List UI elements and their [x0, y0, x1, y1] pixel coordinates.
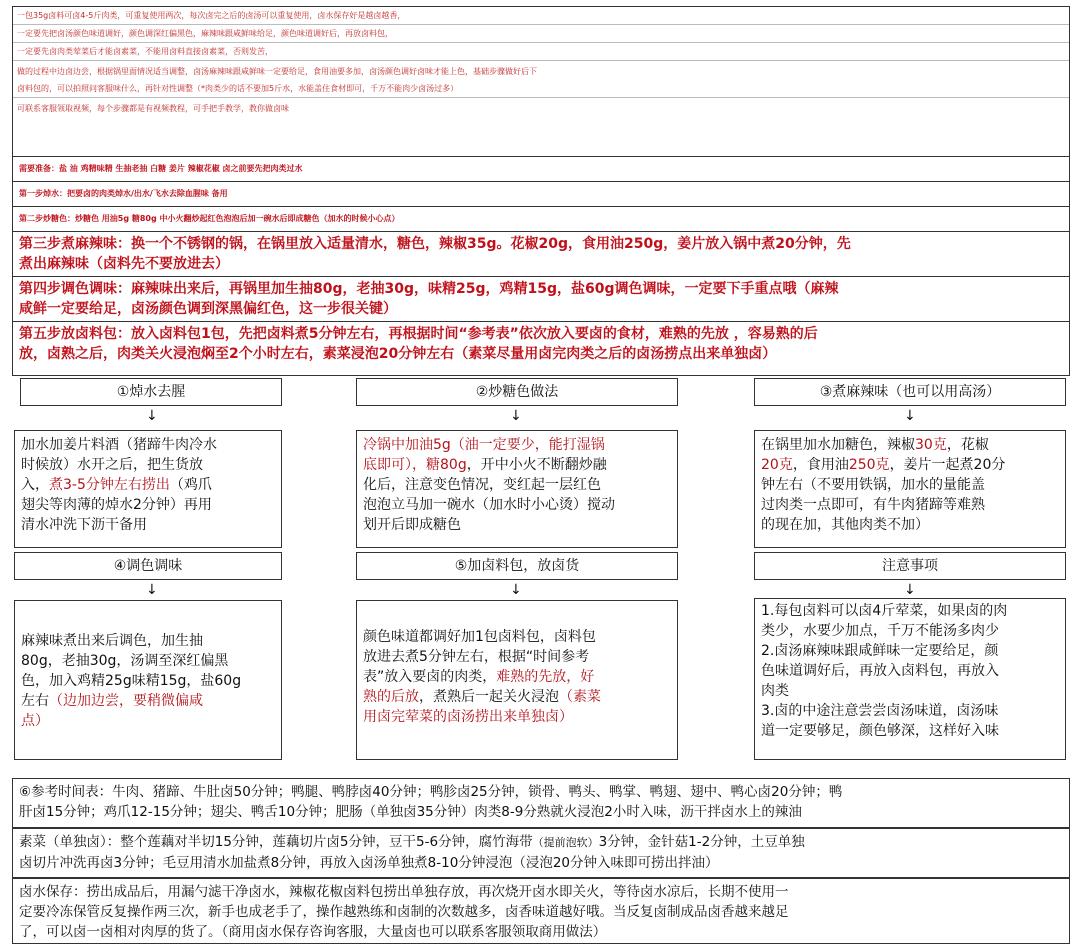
- card-2: [356, 430, 678, 548]
- step-5: [13, 322, 1069, 366]
- card-line: [363, 687, 671, 707]
- card-1: [14, 430, 282, 548]
- step-4-line: 咸鲜一定要给足，卤汤颜色调到深黑偏红色，这一步很关键）: [19, 301, 397, 317]
- card-line: [363, 667, 671, 687]
- table-line: 卤切片冲洗再卤3分钟；毛豆用清水加盐煮8分钟，再放入卤汤单独煮8-10分钟浸泡（浸泡20分钟入味即可捞出拌油）: [19, 855, 719, 871]
- card-line: 清水冲洗下沥干备用: [21, 517, 147, 533]
- card-line: 3.卤的中途注意尝尝卤汤味道，卤汤味: [761, 703, 999, 719]
- note-line: 卤料包的，可以拍照问客服味什么，再针对性调整（*肉类少的话不要加5斤水，水能盖住食材即可，千万不能肉少卤汤过多）: [17, 84, 459, 93]
- card-2-title: ②炒糖色做法: [356, 378, 678, 406]
- card-line: 80g，老抽30g，汤调至深红偏黑: [21, 653, 229, 669]
- card-1-title: ①焯水去腥: [20, 378, 282, 406]
- step-4: [13, 277, 1069, 322]
- card-line: 色，加入鸡精25g味精15g，盐60g: [21, 673, 242, 689]
- card-line: 时候放）水开之后，把生货放: [21, 457, 203, 473]
- card-line: [21, 475, 275, 495]
- text: ，姜片一起煮20分: [889, 457, 1006, 473]
- down-arrow-icon: ↓: [904, 582, 916, 598]
- card-line: 钟左右（不要用铁锅，加水的量能盖: [761, 477, 985, 493]
- card-5: [356, 600, 678, 760]
- highlight-text: （边加边尝，要稍微偏咸: [49, 693, 203, 709]
- text: ，开中小火不断翻炒融: [466, 457, 607, 473]
- note-line: 做的过程中边卤边尝，根据锅里面情况适当调整，卤汤麻辣味跟咸鲜味一定要给足，食用油要多加，卤汤颜色调好卤味才能上色，基础步骤做好后下: [17, 67, 537, 76]
- top-notes: [12, 6, 1070, 157]
- card-line: [21, 691, 275, 711]
- reference-time-table: [12, 778, 1070, 828]
- text: 入，: [21, 477, 49, 493]
- card-line: 颜色味道都调好加1包卤料包，卤料包: [363, 629, 596, 645]
- highlight-text: （素菜: [559, 689, 601, 705]
- step-3-line: 煮出麻辣味（卤料先不要放进去）: [19, 256, 229, 272]
- steps-section: [12, 156, 1070, 376]
- card-line: 的现在加，其他肉类不加）: [761, 517, 929, 533]
- highlight-text: 底即可），: [363, 457, 426, 473]
- card-line: 肉类: [761, 683, 789, 699]
- note-block: [13, 60, 1069, 97]
- step-3: [13, 232, 1069, 277]
- card-4: [14, 600, 282, 760]
- down-arrow-icon: ↓: [510, 408, 522, 424]
- card-line: 类少，水要少加点，千万不能汤多肉少: [761, 623, 999, 639]
- highlight-text: 糖80g: [426, 457, 467, 473]
- step-5-line: 第五步放卤料包：放入卤料包1包，先把卤料煮5分钟左右，再根据时间“参考表”依次放入要卤的食材，难熟的先放 ，容易熟的后: [19, 326, 818, 342]
- highlight-text: 20克: [761, 457, 793, 473]
- note-line: 一包35g卤料可卤4-5斤肉类，可重复使用两次，每次卤完之后的卤汤可以重复使用，卤水保存好是越卤越香，: [17, 11, 406, 20]
- down-arrow-icon: ↓: [904, 408, 916, 424]
- highlight-text: 熟的后放: [363, 689, 419, 705]
- card-line: 色味道调好后，再放入卤料包，再放入: [761, 663, 999, 679]
- table-line: 卤水保存：捞出成品后，用漏勺滤干净卤水，辣椒花椒卤料包捞出单独存放，再次烧开卤水即关火，等待卤水凉后，长期不使用一: [19, 884, 789, 900]
- card-line: 加水加姜片料酒（猪蹄牛肉冷水: [21, 437, 217, 453]
- card-5-title: ⑤加卤料包，放卤货: [356, 552, 678, 580]
- down-arrow-icon: ↓: [146, 582, 158, 598]
- note-line: 一定要先把卤汤颜色味道调好，颜色调深红偏黑色，麻辣味跟咸鲜味给足，颜色味道调好后，再放卤料包，: [13, 24, 1069, 42]
- step-3-line: 第三步煮麻辣味：换一个不锈钢的锅，在锅里放入适量清水，糖色，辣椒35g。花椒20g，食用油250g，姜片放入锅中煮20分钟，先: [19, 236, 851, 252]
- note-line: 可联系客服领取视频，每个步骤都是有视频教程，可手把手教学，教你做卤味: [13, 97, 1069, 117]
- card-line: 翅尖等肉薄的焯水2分钟）再用: [21, 497, 212, 513]
- card-6: [754, 598, 1066, 760]
- card-line: 2.卤汤麻辣味跟咸鲜味一定要给足，颜: [761, 643, 999, 659]
- table-line: [19, 832, 1063, 853]
- highlight-text: 难熟的先放，好: [496, 669, 595, 685]
- text: 素菜（单独卤）：整个莲藕对半切15分钟，莲藕切片卤5分钟，豆干5-6分钟，腐竹海带: [19, 834, 533, 850]
- card-line: 放进去煮5分钟左右，根据“时间参考: [363, 649, 590, 665]
- step-1: 第一步焯水：把要卤的肉类焯水/出水/飞水去除血腥味 备用: [13, 182, 1069, 207]
- card-line: 化后，注意变色情况，变红起一层红色: [363, 477, 601, 493]
- text: 在锅里加水加糖色，辣椒: [761, 437, 915, 453]
- text: ，煮熟后一起关火浸泡: [419, 689, 559, 705]
- text: 3分钟，金针菇1-2分钟，土豆单独: [598, 834, 805, 850]
- card-line: [761, 435, 1059, 455]
- card-3: [754, 430, 1066, 548]
- step-4-line: 第四步调色调味：麻辣味出来后，再锅里加生抽80g，老抽30g，味精25g，鸡精15g，盐60g调色调味，一定要下手重点哦（麻辣: [19, 281, 839, 297]
- down-arrow-icon: ↓: [510, 582, 522, 598]
- card-line: [761, 455, 1059, 475]
- card-line: [363, 455, 671, 475]
- prep-row: 需要准备：盐 油 鸡精味精 生抽老抽 白糖 姜片 辣椒花椒 卤之前要先把肉类过水: [13, 157, 1069, 182]
- card-line: 1.每包卤料可以卤4斤荤菜，如果卤的肉: [761, 603, 1008, 619]
- card-line: 点）: [21, 713, 49, 729]
- card-line: 划开后即成糖色: [363, 517, 461, 533]
- step-2: 第二步炒糖色：炒糖色 用油5g 糖80g 中小火翻炒起红色泡泡后加一碗水后即成糖色（加水的时候小心点）: [13, 207, 1069, 232]
- note-line: 一定要先卤肉类荤菜后才能卤素菜，不能用卤料直接卤素菜，否则发苦，: [13, 42, 1069, 60]
- card-line: 冷锅中加油5g（油一定要少，能打湿锅: [363, 437, 605, 453]
- text: （鸡爪: [169, 477, 212, 493]
- card-line: 道一定要够足，颜色够深，这样好入味: [761, 723, 999, 739]
- highlight-text: 250克: [848, 457, 890, 473]
- highlight-text: 30克: [915, 437, 947, 453]
- table-line: ⑥参考时间表：牛肉、猪蹄、牛肚卤50分钟；鸭腿、鸭脖卤40分钟；鸭胗卤25分钟，锁骨、鸭头、鸭掌、鸭翅、翅中、鸭心卤20分钟；鸭: [19, 784, 843, 800]
- card-3-title: ③煮麻辣味（也可以用高汤）: [754, 378, 1066, 406]
- table-line: 了，可以卤一卤相对肉厚的货了。（商用卤水保存咨询客服，大量卤也可以联系客服领取商用做法）: [19, 924, 607, 940]
- card-line: 过肉类一点即可，有牛肉猪蹄等难熟: [761, 497, 985, 513]
- text: 表”放入要卤的肉类，: [363, 669, 497, 685]
- card-line: 用卤完荤菜的卤汤捞出来单独卤）: [363, 709, 573, 725]
- table-line: 肝卤15分钟；鸡爪12-15分钟；翅尖、鸭舌10分钟；肥肠（单独卤35分钟）肉类8-9分熟就火浸泡2小时入味，沥干拌卤水上的辣油: [19, 804, 802, 820]
- table-line: 定要冷冻保管反复操作两三次，新手也成老手了，操作越熟练和卤制的次数越多，卤香味道越好哦。当反复卤制成品卤香越来越足: [19, 904, 789, 920]
- vegetables-table: [12, 828, 1070, 878]
- down-arrow-icon: ↓: [146, 408, 158, 424]
- text: ，花椒: [946, 437, 989, 453]
- text: （提前泡软）: [532, 836, 599, 849]
- card-line: 麻辣味煮出来后调色，加生抽: [21, 633, 203, 649]
- card-4-title: ④调色调味: [14, 552, 282, 580]
- text: 左右: [21, 693, 49, 709]
- step-5-line: 放，卤熟之后，肉类关火浸泡焖至2个小时左右，素菜浸泡20分钟左右（素菜尽量用卤完肉类之后的卤汤捞点出来单独卤）: [19, 346, 777, 362]
- card-6-title: 注意事项: [754, 552, 1066, 580]
- text: ，食用油: [792, 457, 849, 473]
- storage-table: [12, 878, 1070, 944]
- highlight-text: 煮3-5分钟左右捞出: [49, 477, 170, 493]
- card-line: 泡泡立马加一碗水（加水时小心烫）搅动: [363, 497, 615, 513]
